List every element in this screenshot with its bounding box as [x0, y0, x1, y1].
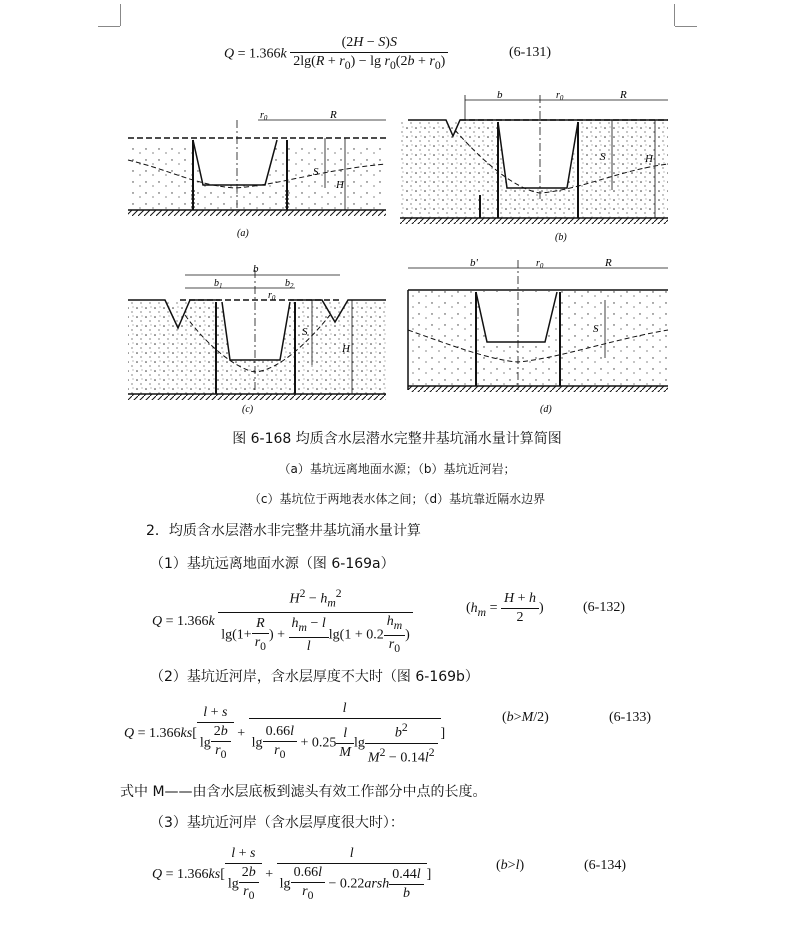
- svg-text:r0: $r_0$: [268, 290, 276, 302]
- crop-mark-right: [674, 4, 675, 26]
- section-heading: 2．均质含水层潜水非完整井基坑涌水量计算: [146, 523, 421, 539]
- figure-subcaption-1: （a）基坑远离地面水源；（b）基坑近河岩；: [278, 462, 516, 476]
- svg-text:r0: $r_0$: [536, 258, 544, 270]
- condition-6-134: (b>l): [496, 858, 525, 873]
- crop-mark-left-h: [98, 26, 120, 27]
- svg-text:r0: $r_0$: [556, 90, 564, 102]
- svg-text:S: S: [302, 326, 308, 338]
- svg-text:S: S: [593, 323, 599, 335]
- svg-text:H: H: [645, 153, 653, 165]
- svg-text:R: R: [330, 109, 337, 121]
- svg-text:R: R: [620, 90, 627, 101]
- diagram-b: [400, 90, 668, 243]
- equation-6-131: Q = 1.366k $\frac{(2H - S)S}{2\lg(R + r_0) - \lg r_0(2b + r_0)}$: [224, 34, 448, 75]
- diagram-d: [408, 257, 668, 415]
- svg-text:H: H: [342, 343, 350, 355]
- item-2: （2）基坑近河岸，含水层厚度不大时（图 6-169b）: [150, 669, 479, 685]
- svg-text:b': b': [470, 257, 478, 269]
- figure-subcaption-2: （c）基坑位于两地表水体之间；（d）基坑靠近隔水边界: [248, 492, 546, 506]
- item-1: （1）基坑远离地面水源（图 6-169a）: [150, 556, 395, 572]
- svg-text:S: S: [600, 151, 606, 163]
- equation-number: (6-133): [609, 710, 651, 725]
- label-d: (d): [540, 404, 552, 415]
- equation-6-132: Q = 1.366k $H^2 - h_m^2$ lg(1+ $\frac{R}{r_0}$ ) + $\frac{h_m - l}{l}$ lg(1 + 0.2 $\frac{h_m}{r_0}$ ): [152, 585, 413, 658]
- item-3: （3）基坑近河岸（含水层厚度很大时）：: [150, 815, 404, 831]
- where-clause: 式中 M——由含水层底板到滤头有效工作部分中点的长度。: [120, 784, 487, 800]
- svg-text:b1: $b_1$: [214, 278, 223, 290]
- crop-mark-left: [120, 4, 121, 26]
- equation-6-133: Q = 1.366ks[ l + s lg $\frac{2b}{r_0}$ + l lg $\frac{0.66l}{r_0}$ + 0.25 $\frac{l}{M}$ lg $\frac{b^2}{M^2 - 0.14l^2}$ ]: [124, 701, 446, 766]
- equation-number: (6-134): [584, 858, 626, 873]
- svg-text:b2: $b_2$: [285, 278, 294, 290]
- figure-caption: 图 6-168 均质含水层潜水完整井基坑涌水量计算简图: [232, 431, 562, 447]
- condition-6-133: (b>M/2): [502, 710, 549, 725]
- label-a: (a): [237, 228, 249, 239]
- svg-text:S: S: [313, 166, 319, 178]
- svg-text:b: b: [497, 90, 503, 101]
- svg-text:R: R: [605, 257, 612, 269]
- crop-mark-right-h: [675, 26, 697, 27]
- equation-6-134: Q = 1.366ks[ l + s lg $\frac{2b}{r_0}$ + l lg $\frac{0.66l}{r_0}$ − 0.22arsh $\frac{0.44l}{b}$ ]: [152, 846, 432, 902]
- diagram-a: [128, 109, 386, 239]
- equation-number: (6-131): [509, 45, 551, 60]
- label-b: (b): [555, 232, 567, 243]
- svg-text:H: H: [336, 179, 344, 191]
- figure-6-168: [0, 90, 794, 520]
- diagram-c: [128, 263, 386, 415]
- condition-6-132: ($h_m$ = $\frac{H + h}{2}$ ): [466, 591, 544, 625]
- svg-text:b: b: [253, 263, 259, 275]
- label-c: (c): [242, 404, 254, 415]
- svg-text:r0: $r_0$: [260, 110, 268, 122]
- equation-number: (6-132): [583, 600, 625, 615]
